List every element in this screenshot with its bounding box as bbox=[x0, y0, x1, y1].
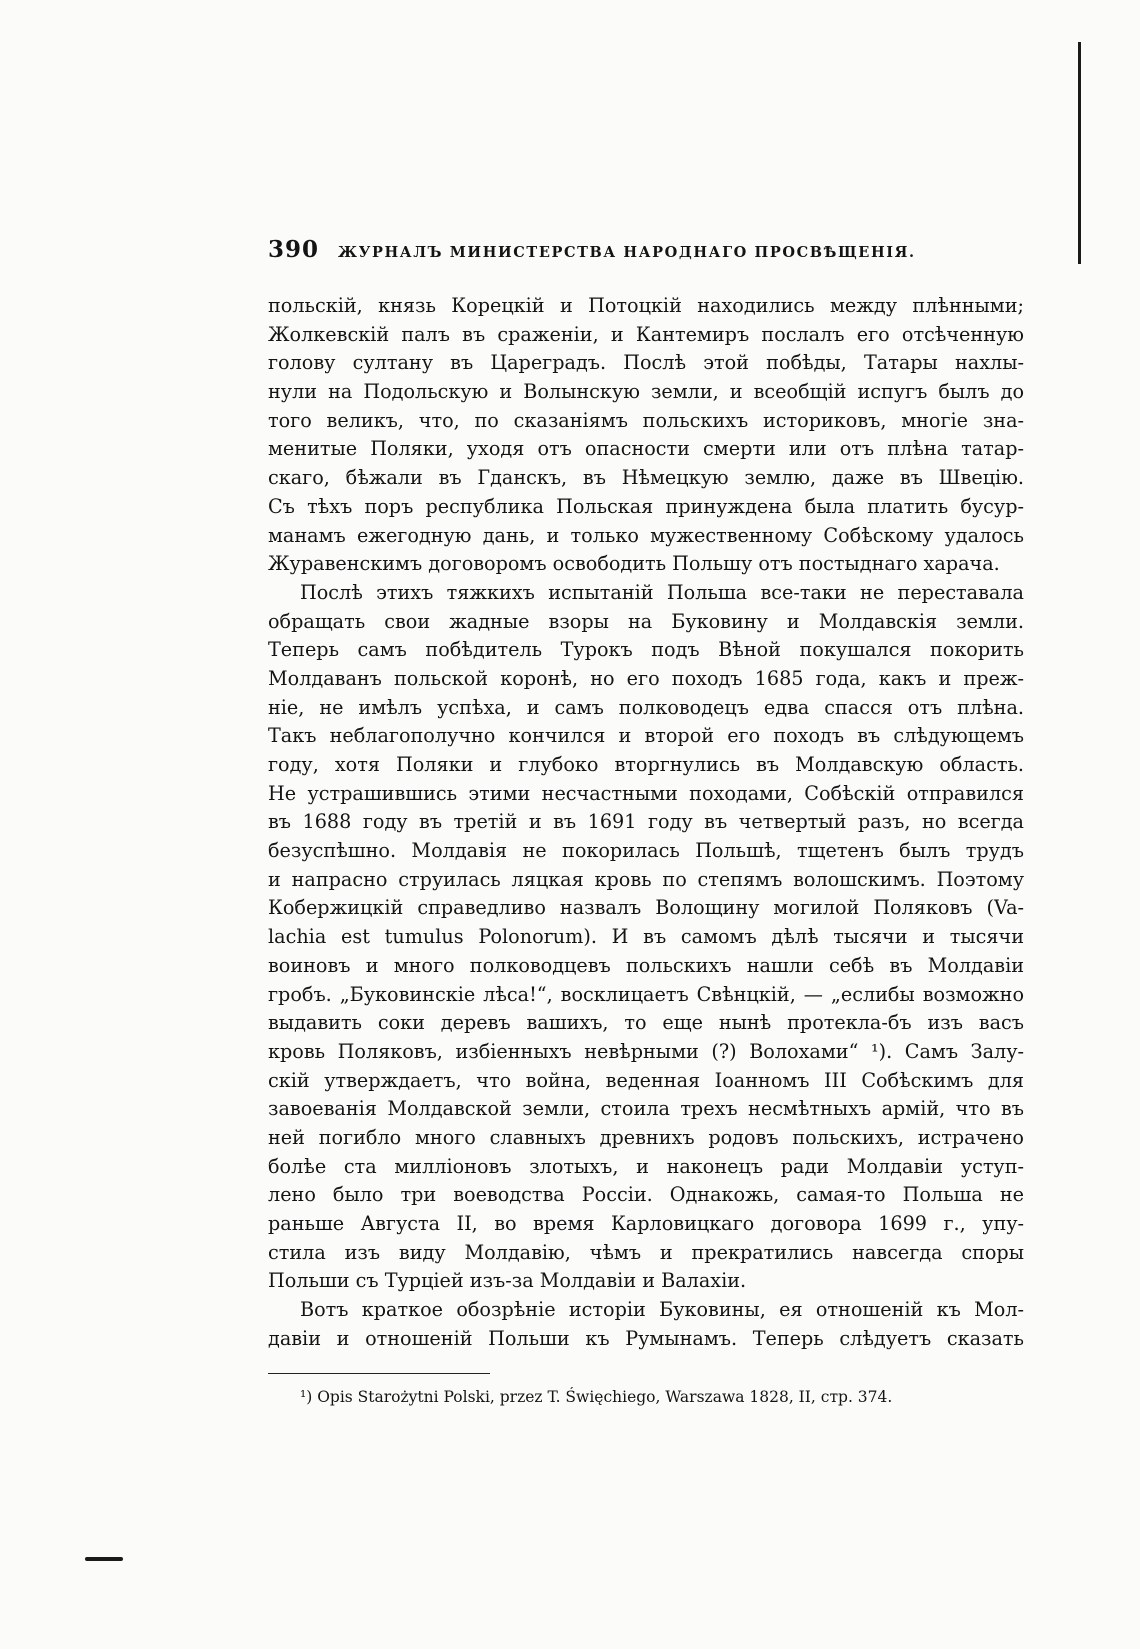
text-line: безуспѣшно. Молдавія не покорилась Польшѣ, тщетенъ былъ трудъ bbox=[268, 839, 1024, 863]
text-line: голову султану въ Царeградъ. Послѣ этой побѣды, Татары нахлы- bbox=[268, 351, 1024, 375]
text-line: лено было три воеводства Россіи. Однакожь, самая-то Польша не bbox=[268, 1183, 1024, 1207]
text-line: Кобержицкій справедливо назвалъ Волощину могилой Поляковъ (Va- bbox=[268, 896, 1024, 920]
text-line: Вотъ краткое обозрѣніе исторіи Буковины, ея отношеній къ Мол- bbox=[300, 1298, 1024, 1322]
text-line: нули на Подольскую и Волынскую земли, и всеобщій испугъ былъ до bbox=[268, 380, 1024, 404]
footnote-divider bbox=[268, 1373, 490, 1374]
text-line: завоеванія Молдавской земли, стоила трехъ несмѣтныхъ армій, что въ bbox=[268, 1097, 1024, 1121]
text-line: кровь Поляковъ, избіенныхъ невѣрными (?) Волохами“ ¹). Самъ Залу- bbox=[268, 1039, 1024, 1063]
text-line: Польши съ Турціей изъ-за Молдавіи и Валахіи. bbox=[268, 1269, 747, 1293]
journal-title: ЖУРНАЛЪ МИНИСТЕРСТВА НАРОДНАГО ПРОСВѢЩЕНІЯ. bbox=[338, 244, 916, 261]
scan-edge-mark bbox=[1078, 42, 1081, 264]
text-line: выдавить соки деревъ вашихъ, то еще нынѣ протекла-бъ изъ васъ bbox=[268, 1011, 1024, 1035]
text-line: обращать свои жадные взоры на Буковину и Молдавскія земли. bbox=[268, 609, 1024, 633]
text-line: Жолкевскій палъ въ сраженіи, и Кантемиръ послалъ его отсѣченную bbox=[268, 322, 1024, 346]
page-number: 390 bbox=[268, 236, 320, 263]
text-line: воиновъ и много полководцевъ польскихъ нашли себѣ въ Молдавіи bbox=[268, 953, 1024, 977]
text-line: стила изъ виду Молдавію, чѣмъ и прекратились навсегда споры bbox=[268, 1240, 1024, 1264]
text-line: въ 1688 году въ третій и въ 1691 году въ четвертый разъ, но всегда bbox=[268, 810, 1024, 834]
text-line: Съ тѣхъ поръ республика Польская принуждена была платить бусур- bbox=[268, 494, 1024, 518]
text-line: и напрасно струилась ляцкая кровь по степямъ волошскимъ. Поэтому bbox=[268, 867, 1024, 891]
text-line: ніе, не имѣлъ успѣха, и самъ полководецъ едва спасся отъ плѣна. bbox=[268, 695, 1024, 719]
text-line: ней погибло много славныхъ древнихъ родовъ польскихъ, истрачено bbox=[268, 1125, 1024, 1149]
text-line: Не устрашившись этими несчастными походами, Собѣскій отправился bbox=[268, 781, 1024, 805]
text-line: году, хотя Поляки и глубоко вторгнулись въ Молдавскую область. bbox=[268, 753, 1024, 776]
text-line: скаго, бѣжали въ Гданскъ, въ Нѣмецкую землю, даже въ Швецію. bbox=[268, 466, 1024, 490]
text-line: манамъ ежегодную дань, и только мужественному Собѣскому удалось bbox=[268, 523, 1024, 547]
text-line: польскій, князь Корецкій и Потоцкій находились между плѣнными; bbox=[268, 294, 1024, 317]
text-line: Такъ неблагополучно кончился и второй его походъ въ слѣдующемъ bbox=[268, 724, 1024, 748]
text-line: гробъ. „Буковинскіе лѣса!“, восклицаетъ Свѣнцкій, — „еслибы возможно bbox=[268, 982, 1024, 1006]
text-line: раньше Августа II, во время Карловицкаго договора 1699 г., упу- bbox=[268, 1212, 1024, 1235]
body-text bbox=[268, 292, 1024, 1353]
scan-margin-mark bbox=[85, 1557, 123, 1561]
text-line: lachia est tumulus Polonorum). И въ самомъ дѣлѣ тысячи и тысячи bbox=[268, 925, 1024, 949]
text-line: того великъ, что, по сказаніямъ польскихъ историковъ, многіе зна- bbox=[268, 408, 1024, 432]
text-line: Журавенскимъ договоромъ освободить Польшу отъ постыднаго харача. bbox=[268, 552, 1000, 576]
running-head bbox=[268, 236, 1024, 270]
text-line: менитые Поляки, уходя отъ опасности смерти или отъ плѣна татар- bbox=[268, 437, 1024, 461]
text-line: Теперь самъ побѣдитель Турокъ подъ Вѣной покушался покорить bbox=[268, 638, 1024, 662]
text-line: давіи и отношеній Польши къ Румынамъ. Теперь слѣдуетъ сказать bbox=[268, 1326, 1024, 1350]
text-line: болѣе ста милліоновъ злотыхъ, и наконецъ ради Молдавіи уступ- bbox=[268, 1154, 1024, 1178]
book-page bbox=[268, 236, 1024, 1408]
text-line: Молдаванъ польской коронѣ, но его походъ 1685 года, какъ и преж- bbox=[268, 666, 1024, 690]
text-line: скій утверждаетъ, что война, веденная Іоанномъ III Собѣскимъ для bbox=[268, 1068, 1024, 1092]
footnote: ¹) Opis Starożytni Polski, przez T. Święchiego, Warszawa 1828, II, стр. 374. bbox=[300, 1388, 893, 1407]
text-line: Послѣ этихъ тяжкихъ испытаній Польша все-таки не переставала bbox=[300, 580, 1024, 604]
